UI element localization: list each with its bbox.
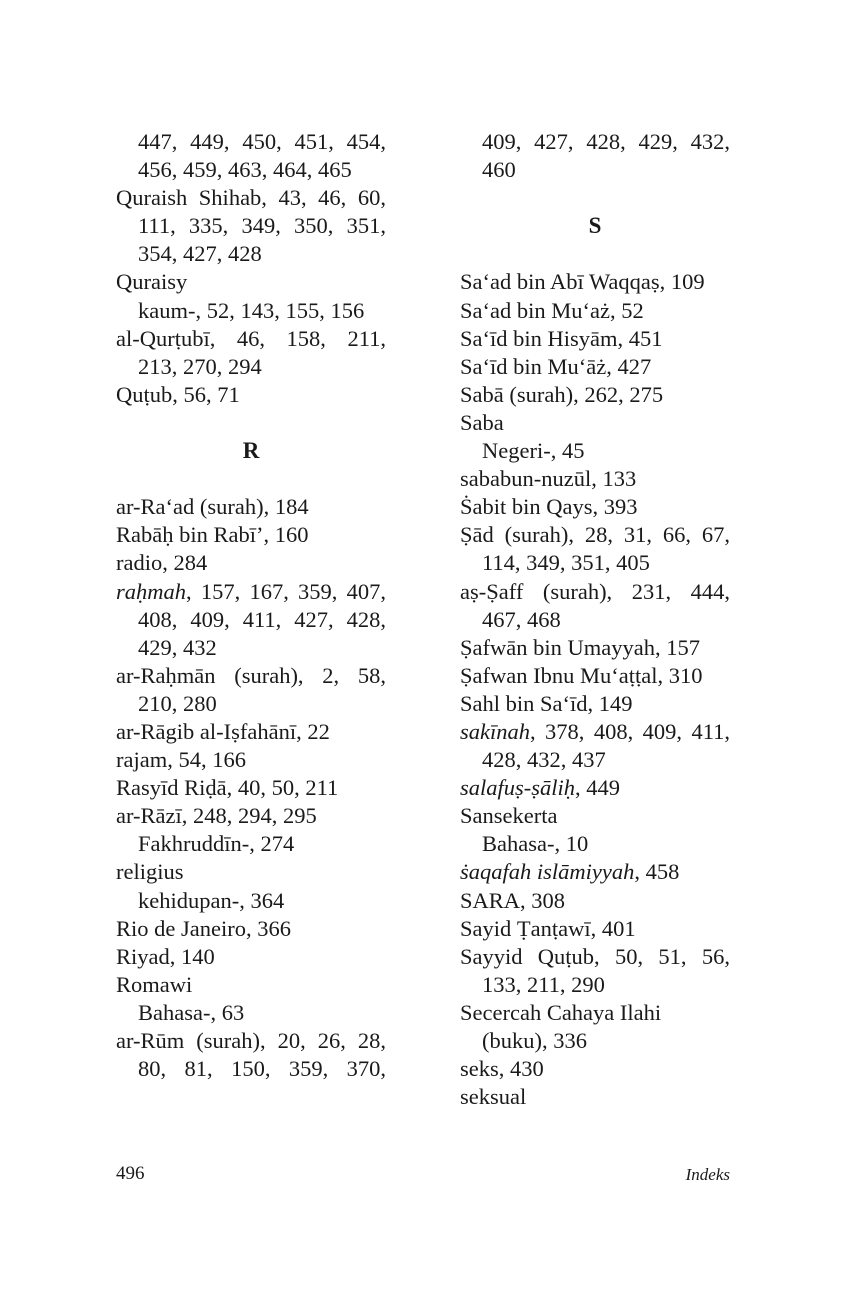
index-entry: ar-Rūm (surah), 20, 26, 28, [116, 1028, 386, 1053]
index-entry: seks, 430 [460, 1056, 544, 1082]
spacer [460, 184, 730, 212]
index-entry: Sansekerta [460, 803, 558, 829]
index-entry: Quraisy [116, 269, 188, 295]
spacer [116, 409, 386, 437]
index-page-refs: , 458 [634, 859, 680, 885]
index-entry: sababun-nuzūl, 133 [460, 466, 637, 492]
index-entry-continuation: 428, 432, 437 [482, 747, 606, 773]
index-entry: Saba [460, 409, 504, 435]
index-entry-continuation: 447, 449, 450, 451, 454, [138, 129, 386, 154]
index-entry: Sayid Ṭanṭawī, 401 [460, 915, 636, 941]
index-entry: Ṣafwan Ibnu Mu‘aṭṭal, 310 [460, 662, 703, 688]
index-entry: Quraish Shihab, 43, 46, 60, [116, 185, 386, 211]
index-term-italic: salafuṣ-ṣāliḥ [460, 775, 576, 801]
section-letter-heading: S [588, 213, 602, 239]
index-entry: SARA, 308 [460, 887, 566, 913]
index-entry-continuation: Bahasa-, 63 [138, 999, 245, 1025]
index-entry: Sa‘ad bin Abī Waqqaṣ, 109 [460, 269, 705, 295]
index-entry: aṣ-Ṣaff (surah), 231, 444, [460, 578, 730, 604]
index-entry: Sa‘ad bin Mu‘aż, 52 [460, 297, 644, 323]
index-entry: Rio de Janeiro, 366 [116, 915, 291, 941]
index-entry: ar-Raḥmān (surah), 2, 58, [116, 662, 386, 688]
index-entry: Sa‘īd bin Hisyām, 451 [460, 325, 663, 351]
index-column-left [116, 128, 386, 1083]
index-entry: Sayyid Quṭub, 50, 51, 56, [460, 943, 730, 969]
index-entry: Ṡabit bin Qays, 393 [460, 494, 638, 520]
index-entry [460, 774, 730, 802]
index-entry-continuation: (buku), 336 [482, 1028, 587, 1053]
spacer [116, 465, 386, 493]
index-entry: ar-Ra‘ad (surah), 184 [116, 494, 309, 520]
index-entry-continuation: 429, 432 [138, 634, 217, 660]
index-entry-continuation: Bahasa-, 10 [482, 831, 589, 857]
index-entry: Sa‘īd bin Mu‘āż, 427 [460, 353, 652, 379]
index-entry-continuation: 408, 409, 411, 427, 428, [138, 606, 386, 632]
index-entry: Secercah Cahaya Ilahi [460, 999, 662, 1025]
index-term-italic: sakīnah [460, 718, 530, 744]
index-entry: Ṣād (surah), 28, 31, 66, 67, [460, 522, 730, 548]
index-term-italic: ṡaqafah islāmiyyah [460, 859, 635, 885]
index-entry: Ṣafwān bin Umayyah, 157 [460, 634, 700, 660]
index-entry-continuation: 456, 459, 463, 464, 465 [138, 157, 352, 183]
index-page-refs: , 449 [575, 775, 621, 801]
index-entry: ar-Rāgib al-Iṣfahānī, 22 [116, 718, 330, 744]
index-entry-continuation: kehidupan-, 364 [138, 887, 285, 913]
index-entry-continuation: 467, 468 [482, 606, 561, 632]
page-number: 496 [116, 1163, 145, 1184]
index-page-refs: , 378, 408, 409, 411, [530, 718, 730, 744]
index-entry: al-Qurṭubī, 46, 158, 211, [116, 325, 386, 351]
index-entry: Sahl bin Sa‘īd, 149 [460, 690, 633, 716]
index-entry: Rasyīd Riḍā, 40, 50, 211 [116, 775, 339, 801]
index-entry: Quṭub, 56, 71 [116, 381, 240, 407]
index-entry: ar-Rāzī, 248, 294, 295 [116, 803, 317, 829]
index-entry: Rabāḥ bin Rabī’, 160 [116, 522, 309, 548]
index-entry [116, 578, 386, 606]
index-entry: Romawi [116, 971, 193, 997]
index-entry [460, 718, 730, 746]
index-entry [460, 858, 730, 886]
index-entry: religius [116, 859, 184, 885]
index-entry: seksual [460, 1084, 527, 1110]
index-entry-continuation: 460 [482, 157, 516, 183]
index-entry-continuation: kaum-, 52, 143, 155, 156 [138, 297, 365, 323]
section-letter-heading: R [242, 438, 260, 464]
index-entry-continuation: 111, 335, 349, 350, 351, [138, 213, 386, 239]
index-entry: Riyad, 140 [116, 943, 215, 969]
index-entry-continuation: 210, 280 [138, 690, 217, 716]
index-entry-continuation: Fakhruddīn-, 274 [138, 831, 295, 857]
index-column-right [460, 128, 730, 1111]
running-footer-title: Indeks [685, 1165, 730, 1184]
index-entry-continuation: 80, 81, 150, 359, 370, [138, 1056, 386, 1082]
spacer [460, 240, 730, 268]
index-term-italic: raḥmah [116, 578, 187, 604]
index-entry-continuation: 114, 349, 351, 405 [482, 550, 650, 576]
index-entry-continuation: 409, 427, 428, 429, 432, [482, 129, 730, 154]
index-entry-continuation: 213, 270, 294 [138, 353, 262, 379]
index-entry-continuation: 354, 427, 428 [138, 241, 262, 267]
index-entry-continuation: Negeri-, 45 [482, 438, 585, 464]
index-page-refs: , 157, 167, 359, 407, [186, 578, 386, 604]
index-entry: Sabā (surah), 262, 275 [460, 381, 664, 407]
index-entry-continuation: 133, 211, 290 [482, 971, 605, 997]
index-entry: radio, 284 [116, 550, 208, 576]
index-entry: rajam, 54, 166 [116, 747, 246, 773]
